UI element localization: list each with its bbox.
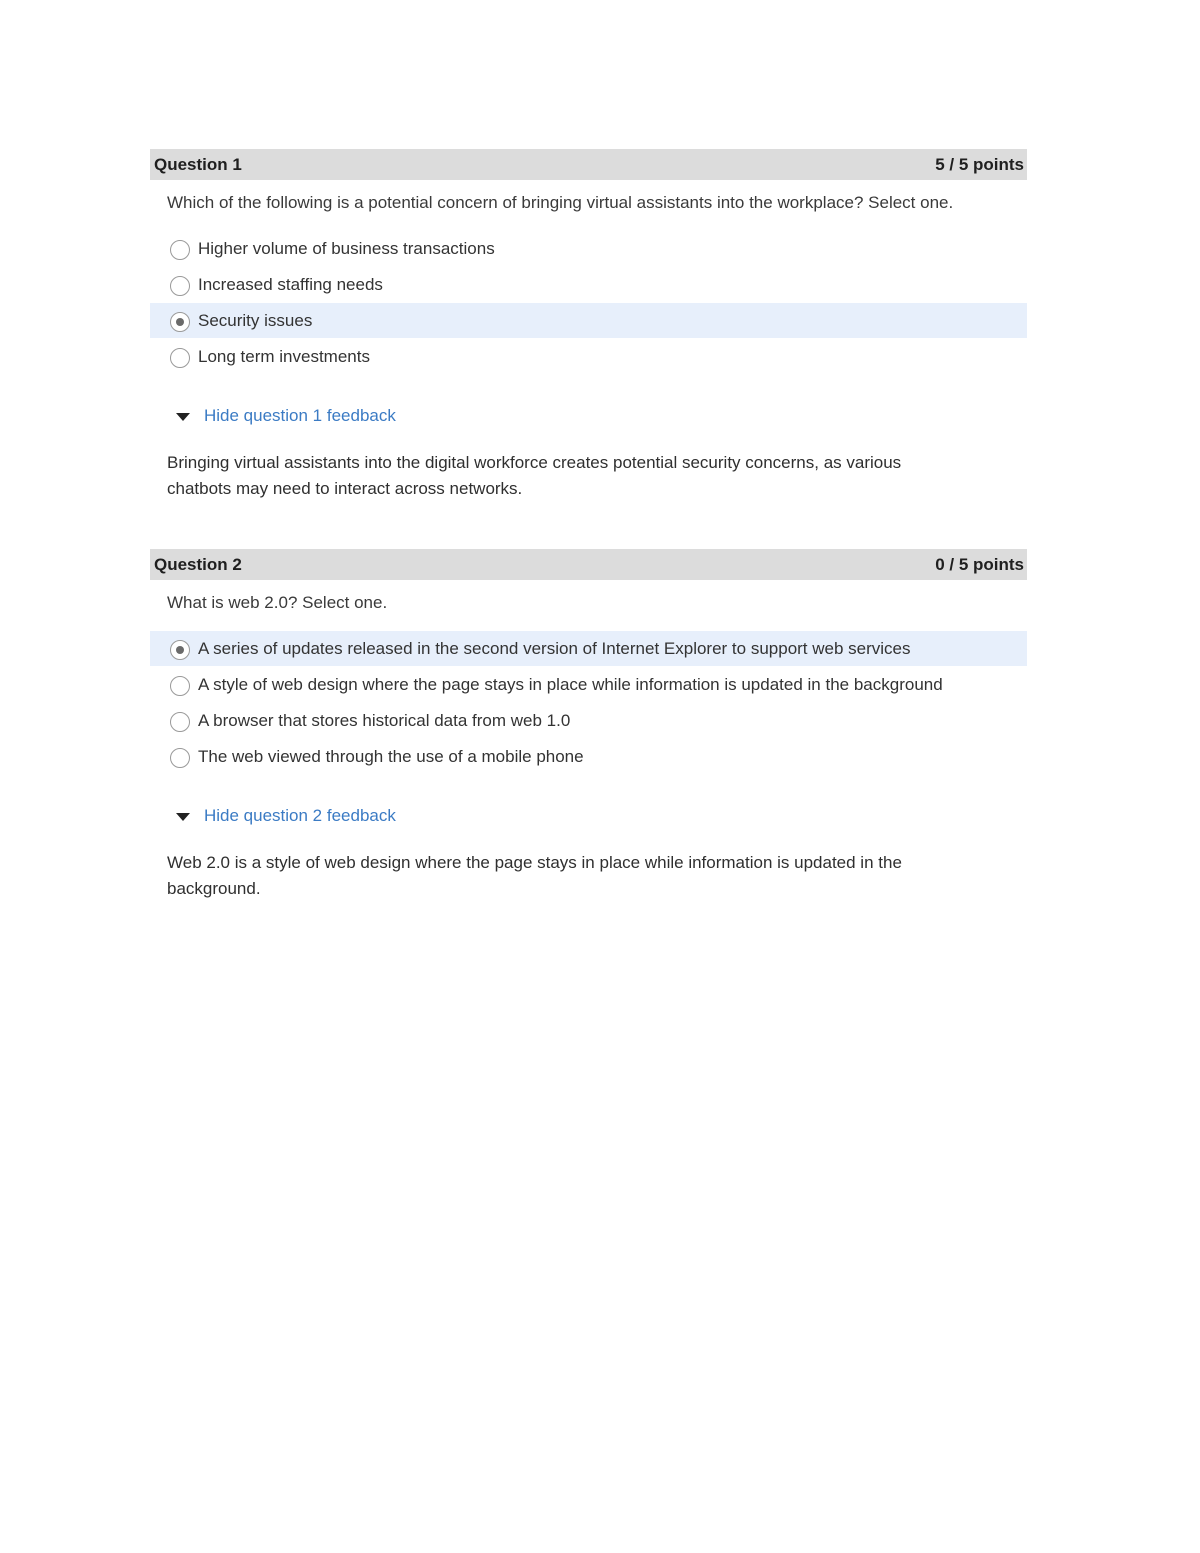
- options-list: [150, 231, 1027, 374]
- option-label: A style of web design where the page stays in place while information is updated in the background: [198, 674, 943, 694]
- option-label: A series of updates released in the second version of Internet Explorer to support web services: [198, 638, 911, 658]
- option-label: Higher volume of business transactions: [198, 238, 495, 258]
- question-points: 5 / 5 points: [935, 154, 1024, 174]
- hide-feedback-link[interactable]: Hide question 2 feedback: [204, 806, 396, 825]
- option-1[interactable]: [150, 631, 1027, 666]
- caret-down-icon: [176, 413, 190, 421]
- question-header: [150, 149, 1027, 180]
- options-list: [150, 631, 1027, 774]
- option-2[interactable]: [150, 267, 1027, 302]
- option-label: A browser that stores historical data from web 1.0: [198, 710, 571, 730]
- option-3[interactable]: [150, 303, 1027, 338]
- question-points: 0 / 5 points: [935, 554, 1024, 574]
- option-2[interactable]: [150, 667, 1027, 702]
- radio-button[interactable]: [170, 276, 190, 296]
- radio-button[interactable]: [170, 240, 190, 260]
- question-prompt: Which of the following is a potential concern of bringing virtual assistants into the workplace? Select one.: [167, 193, 954, 212]
- option-4[interactable]: [150, 339, 1027, 374]
- feedback-toggle[interactable]: [176, 804, 1027, 828]
- radio-button-selected[interactable]: [170, 640, 190, 660]
- feedback-text: Web 2.0 is a style of web design where the page stays in place while information is updated in the background.: [167, 853, 902, 898]
- radio-button[interactable]: [170, 676, 190, 696]
- question-title: Question 1: [154, 154, 242, 174]
- question-title: Question 2: [154, 554, 242, 574]
- option-label: Security issues: [198, 310, 313, 330]
- option-1[interactable]: [150, 231, 1027, 266]
- question-2: [150, 549, 1027, 902]
- radio-button[interactable]: [170, 748, 190, 768]
- feedback-toggle[interactable]: [176, 404, 1027, 428]
- option-3[interactable]: [150, 703, 1027, 738]
- option-4[interactable]: [150, 739, 1027, 774]
- hide-feedback-link[interactable]: Hide question 1 feedback: [204, 406, 396, 425]
- feedback-text: Bringing virtual assistants into the digital workforce creates potential security concerns, as various chatbots may need to interact across networks.: [167, 453, 902, 498]
- question-prompt: What is web 2.0? Select one.: [167, 593, 388, 612]
- radio-button[interactable]: [170, 348, 190, 368]
- question-header: [150, 549, 1027, 580]
- caret-down-icon: [176, 813, 190, 821]
- option-label: The web viewed through the use of a mobile phone: [198, 746, 584, 766]
- radio-button-selected[interactable]: [170, 312, 190, 332]
- question-1: [150, 149, 1027, 502]
- radio-button[interactable]: [170, 712, 190, 732]
- option-label: Long term investments: [198, 346, 370, 366]
- option-label: Increased staffing needs: [198, 274, 383, 294]
